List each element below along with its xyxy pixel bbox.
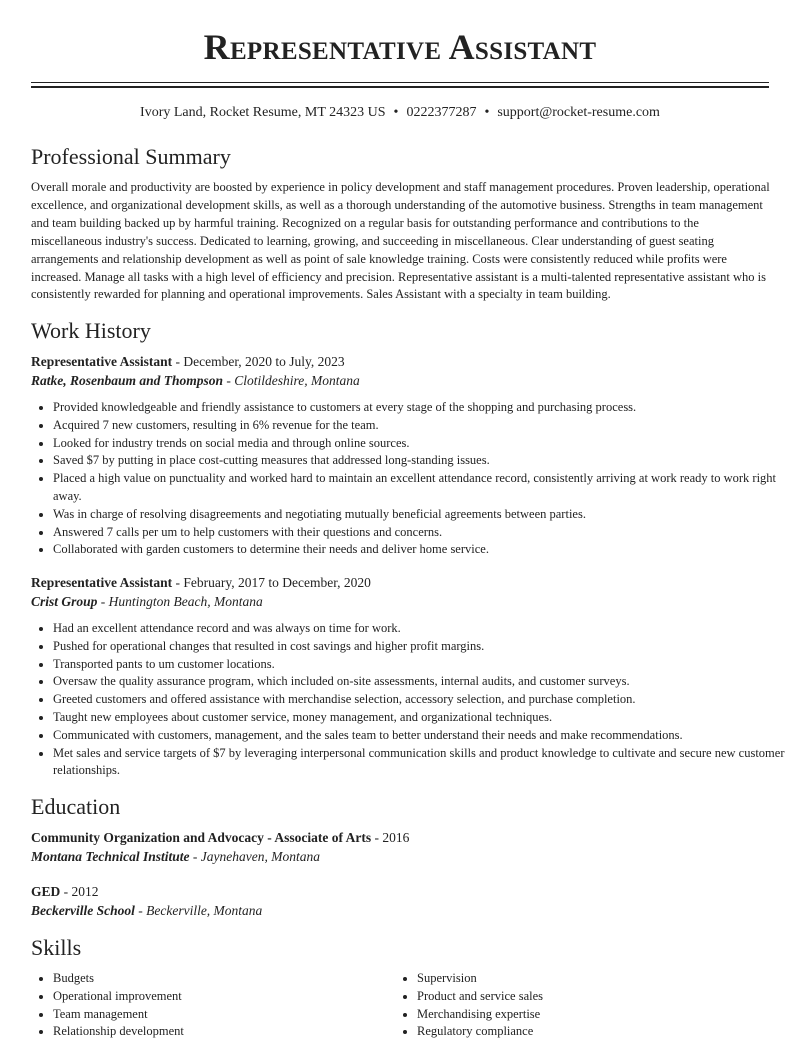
education-1-degree: Community Organization and Advocacy - Associate of Arts bbox=[31, 830, 372, 845]
list-item: • Acquired 7 new customers, resulting in 6% revenue for the team. bbox=[53, 417, 793, 435]
job-1-company-line bbox=[31, 373, 360, 389]
education-2-school: Beckerville School bbox=[31, 903, 135, 918]
work-history-heading: Work History bbox=[31, 318, 151, 343]
education-2-location: - Beckerville, Montana bbox=[134, 903, 263, 918]
list-item: • Looked for industry trends on social media and through online sources. bbox=[53, 435, 793, 453]
skills-list-left bbox=[31, 970, 393, 1041]
separator-dot: • bbox=[484, 105, 490, 120]
list-item: • Taught new employees about customer service, money management, and organizational techniques. bbox=[53, 709, 793, 727]
resume-name: Representative Assistant bbox=[203, 27, 597, 67]
skills-heading: Skills bbox=[31, 935, 82, 960]
education-1-school-line bbox=[31, 849, 320, 865]
job-1-dates: - December, 2020 to July, 2023 bbox=[172, 354, 345, 369]
job-1-bullets bbox=[31, 399, 793, 559]
education-1-location: - Jaynehaven, Montana bbox=[189, 849, 320, 864]
education-2-year: - 2012 bbox=[60, 884, 99, 899]
separator-dot: • bbox=[393, 105, 399, 120]
contact-email: support@rocket-resume.com bbox=[497, 105, 660, 120]
skills-list-right bbox=[395, 970, 757, 1041]
list-item: • Pushed for operational changes that resulted in cost savings and higher profit margins. bbox=[53, 638, 793, 656]
list-item: • Had an excellent attendance record and was always on time for work. bbox=[53, 620, 793, 638]
education-1-header bbox=[31, 830, 409, 846]
job-2-company: Crist Group bbox=[31, 594, 98, 609]
list-item: • Greeted customers and offered assistance with merchandise selection, accessory selection, and purchase completion. bbox=[53, 691, 793, 709]
list-item: • Operational improvement bbox=[53, 988, 393, 1006]
list-item: • Transported pants to um customer locations. bbox=[53, 656, 793, 674]
summary-text: Overall morale and productivity are boosted by experience in policy development and staff management procedures. Proven leadership, operational excellence, and organizational development skills, as well as a thorough understanding of the automotive business. Strengths in team management and team building backed up by harmful training. Recognized on a regular basis for outstanding performance and contributions to the miscellaneous industry's success. Dedicated to learning, growing, and succeeding in miscellaneous. Clear understanding of guest seating arrangements and relationship development as well as point of sale knowledge training. Costs were consistently reduced while profits were increased. Manage all tasks with a high level of efficiency and precision. Representative assistant is a multi-talented representative assistant who is consistently rewarded for planning and operational improvements. Sales Assistant with a specialty in team building. bbox=[31, 180, 770, 302]
list-item: • Budgets bbox=[53, 970, 393, 988]
job-2-dates: - February, 2017 to December, 2020 bbox=[172, 575, 371, 590]
list-item: • Regulatory compliance bbox=[417, 1023, 757, 1041]
job-2-location: - Huntington Beach, Montana bbox=[97, 594, 263, 609]
list-item: • Product and service sales bbox=[417, 988, 757, 1006]
header-rule-thick bbox=[31, 86, 769, 88]
list-item: • Collaborated with garden customers to determine their needs and deliver home service. bbox=[53, 541, 793, 559]
summary-heading: Professional Summary bbox=[31, 144, 231, 169]
job-2-company-line bbox=[31, 594, 263, 610]
list-item: • Merchandising expertise bbox=[417, 1006, 757, 1024]
job-1-location: - Clotildeshire, Montana bbox=[223, 373, 360, 388]
list-item: • Communicated with customers, management, and the sales team to better understand their needs and make recommendations. bbox=[53, 727, 793, 745]
education-1-school: Montana Technical Institute bbox=[31, 849, 190, 864]
education-2-school-line bbox=[31, 903, 262, 919]
list-item: • Placed a high value on punctuality and worked hard to maintain an excellent attendance record, consistently arriving at work ready to work right away. bbox=[53, 470, 793, 506]
list-item: • Met sales and service targets of $7 by leveraging interpersonal communication skills and product knowledge to cultivate and secure new customer relationships. bbox=[53, 745, 793, 781]
list-item: • Was in charge of resolving disagreements and negotiating mutually beneficial agreements between parties. bbox=[53, 506, 793, 524]
job-2-header bbox=[31, 575, 371, 591]
education-1-year: - 2016 bbox=[371, 830, 410, 845]
education-2-header bbox=[31, 884, 99, 900]
job-1-title: Representative Assistant bbox=[31, 354, 173, 369]
education-2-degree: GED bbox=[31, 884, 61, 899]
list-item: • Relationship development bbox=[53, 1023, 393, 1041]
job-1-header bbox=[31, 354, 345, 370]
list-item: • Supervision bbox=[417, 970, 757, 988]
job-2-bullets bbox=[31, 620, 793, 780]
job-1-company: Ratke, Rosenbaum and Thompson bbox=[31, 373, 224, 388]
list-item: • Oversaw the quality assurance program, which included on-site assessments, internal audits, and customer surveys. bbox=[53, 673, 793, 691]
list-item: • Team management bbox=[53, 1006, 393, 1024]
list-item: • Answered 7 calls per um to help customers with their questions and concerns. bbox=[53, 524, 793, 542]
list-item: • Saved $7 by putting in place cost-cutting measures that addressed long-standing issues. bbox=[53, 452, 793, 470]
contact-line bbox=[0, 105, 800, 121]
contact-address: Ivory Land, Rocket Resume, MT 24323 US bbox=[140, 105, 386, 120]
header-rule-thin bbox=[31, 82, 769, 83]
job-2-title: Representative Assistant bbox=[31, 575, 173, 590]
education-heading: Education bbox=[31, 794, 121, 819]
contact-phone: 0222377287 bbox=[406, 105, 477, 120]
list-item: • Provided knowledgeable and friendly assistance to customers at every stage of the shopping and purchasing process. bbox=[53, 399, 793, 417]
